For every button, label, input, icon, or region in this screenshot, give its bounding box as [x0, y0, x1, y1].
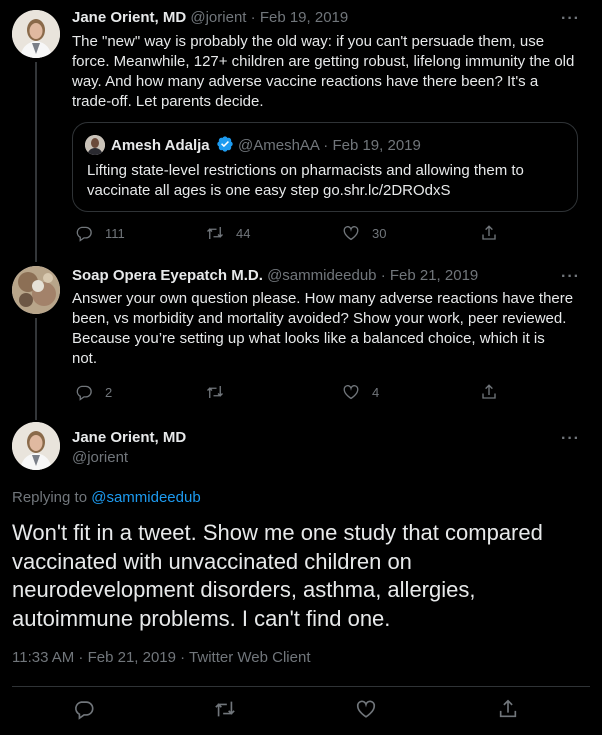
share-button[interactable]	[480, 224, 498, 242]
author-handle[interactable]: @jorient	[72, 449, 129, 466]
quote-author-handle[interactable]: @AmeshAA	[238, 137, 320, 154]
thread-line	[35, 62, 37, 262]
divider	[12, 686, 590, 687]
author-handle[interactable]: @sammideedub	[267, 267, 377, 284]
tweet-text-line: not.	[72, 350, 98, 367]
quote-author-name[interactable]: Amesh Adalja	[111, 137, 210, 154]
retweet-button[interactable]	[206, 224, 250, 242]
tweet-header	[72, 266, 478, 286]
reply-button[interactable]	[73, 698, 95, 720]
reply-icon	[73, 698, 95, 720]
share-icon	[480, 224, 498, 242]
tweet-text	[72, 289, 592, 369]
reply-button[interactable]	[75, 383, 112, 401]
main-tweet-text-line: neurodevelopment disorders, asthma, allergies,	[12, 577, 476, 602]
avatar-jane-orient[interactable]	[12, 10, 60, 58]
tweet-text-line: Because you’re setting up what looks like a balanced choice, which it is	[72, 330, 545, 347]
avatar-soap-opera-eyepatch[interactable]	[12, 266, 60, 314]
like-button[interactable]	[355, 698, 377, 720]
replying-to: Replying to @sammideedub	[12, 489, 201, 506]
tweet-date[interactable]: Feb 19, 2019	[259, 9, 349, 26]
tweet-text-line: way. And how many adverse vaccine reactions have there been? It's a	[72, 73, 539, 90]
retweet-button[interactable]	[206, 383, 224, 401]
main-tweet-text-line: vaccinated with unvaccinated children on	[12, 548, 412, 574]
reply-count: 2	[105, 384, 113, 400]
tweet-text-line: Answer your own question please. How many adverse reactions have there	[72, 290, 574, 307]
share-icon	[497, 698, 519, 720]
separator-dot: ·	[323, 137, 329, 154]
main-tweet-text-line: autoimmune problems. I can't find one.	[12, 605, 391, 631]
quote-header	[111, 135, 421, 159]
avatar-amesh-adalja[interactable]	[85, 135, 105, 155]
thread-line	[35, 318, 37, 420]
quote-text-line: Lifting state-level restrictions on pharmacists and allowing them to	[87, 162, 524, 179]
reply-count: 111	[105, 225, 125, 241]
quote-text-line: vaccinate all ages is one easy step go.shr.lc/2DROdxS	[87, 182, 451, 199]
tweet-text-line: The "new" way is probably the old way: if you can't persuade them, use	[72, 33, 545, 50]
replying-to-link[interactable]: @sammideedub	[91, 489, 201, 506]
main-tweet-text-line: Won't fit in a tweet. Show me one study that compared	[12, 520, 543, 545]
avatar-jane-orient[interactable]	[12, 422, 60, 470]
like-button[interactable]	[342, 224, 386, 242]
author-handle[interactable]: @jorient	[190, 9, 247, 26]
more-icon[interactable]: ···	[561, 268, 580, 285]
like-icon	[355, 698, 377, 720]
more-icon[interactable]: ···	[561, 10, 580, 27]
author-name[interactable]: Jane Orient, MD	[72, 429, 187, 446]
separator-dot: ·	[250, 9, 256, 26]
verified-badge-icon	[216, 135, 234, 159]
reply-button[interactable]	[75, 224, 125, 242]
author-name[interactable]: Jane Orient, MD	[72, 9, 187, 26]
retweet-icon	[214, 698, 236, 720]
author-name[interactable]: Soap Opera Eyepatch M.D.	[72, 267, 263, 284]
like-count: 30	[372, 225, 387, 241]
tweet-soap-opera-eyepatch[interactable]	[0, 258, 602, 408]
tweet-text	[72, 32, 592, 112]
tweet-header	[72, 8, 348, 28]
reply-icon	[75, 224, 93, 242]
main-tweet-text	[12, 519, 592, 633]
tweet-text-line: force. Meanwhile, 127+ children are getting robust, lifelong immunity the old	[72, 53, 575, 70]
share-button[interactable]	[497, 698, 519, 720]
like-icon	[342, 224, 360, 242]
reply-icon	[75, 383, 93, 401]
tweet-timestamp[interactable]: 11:33 AM · Feb 21, 2019 · Twitter Web Client	[12, 649, 311, 666]
main-tweet	[0, 408, 602, 735]
like-count: 4	[372, 384, 380, 400]
retweet-button[interactable]	[214, 698, 236, 720]
more-icon[interactable]: ···	[561, 430, 580, 447]
retweet-icon	[206, 224, 224, 242]
like-button[interactable]	[342, 383, 379, 401]
retweet-count: 44	[236, 225, 251, 241]
tweet-text-line: trade-off. Let parents decide.	[72, 93, 264, 110]
share-icon	[480, 383, 498, 401]
tweet-jane-orient-1[interactable]	[0, 0, 602, 258]
separator-dot: ·	[380, 267, 386, 284]
retweet-icon	[206, 383, 224, 401]
tweet-date[interactable]: Feb 21, 2019	[389, 267, 479, 284]
like-icon	[342, 383, 360, 401]
share-button[interactable]	[480, 383, 498, 401]
quoted-tweet[interactable]	[72, 122, 578, 212]
quote-date[interactable]: Feb 19, 2019	[332, 137, 421, 154]
tweet-text-line: been, vs morbidity and mortality avoided? Show your work, peer reviewed.	[72, 310, 567, 327]
quote-text	[87, 161, 567, 201]
